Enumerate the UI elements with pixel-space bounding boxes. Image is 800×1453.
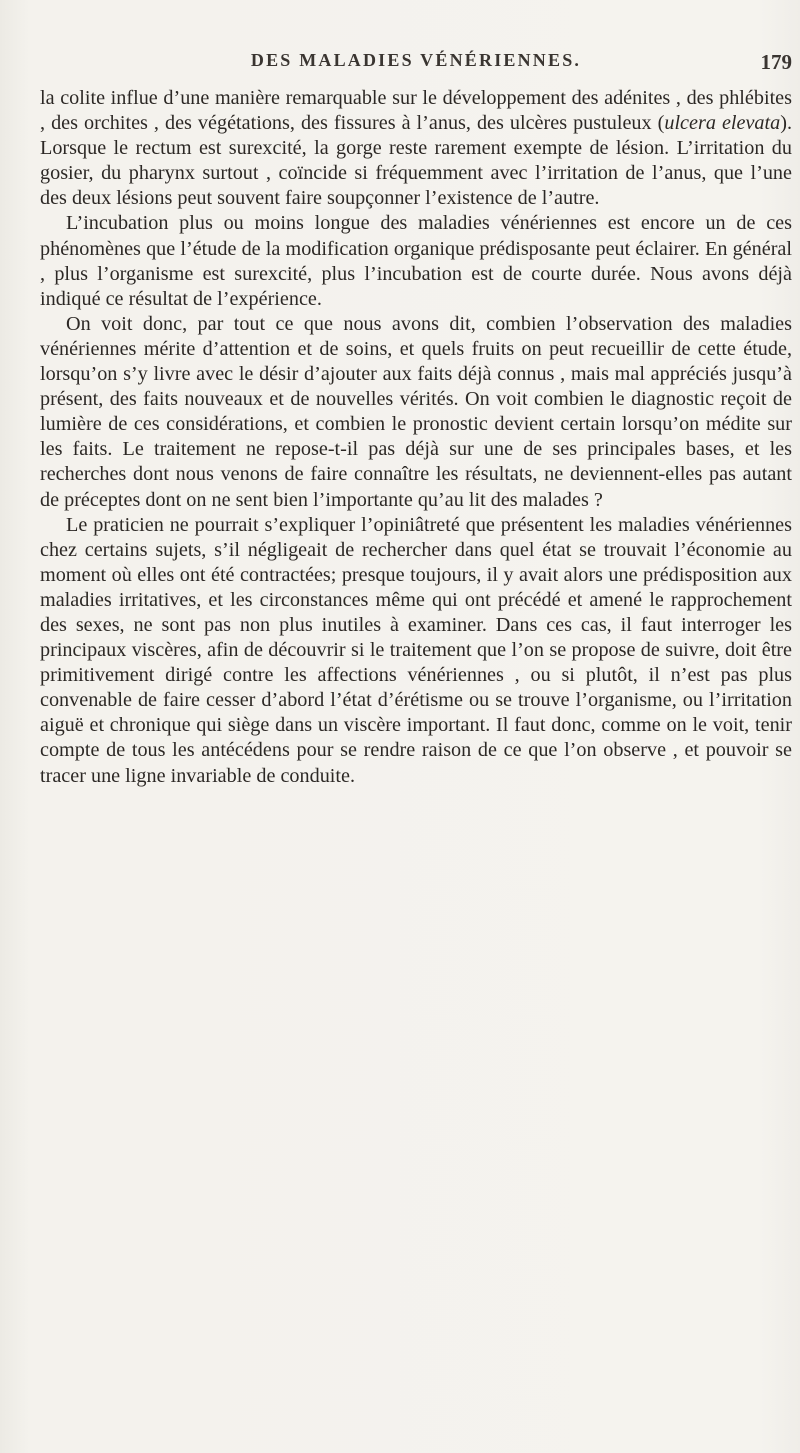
paragraph-1 bbox=[40, 86, 792, 211]
running-title: DES MALADIES VÉNÉRIENNES. bbox=[250, 50, 582, 70]
paragraph-2: L’incubation plus ou moins longue des maladies vénériennes est encore un de ces phénomènes que l’étude de la modification organique prédisposante peut éclairer. En général , plus l’organisme est surexcité, plus l’incubation est de courte durée. Nous avons déjà indiqué ce résultat de l’expérience. bbox=[40, 212, 792, 310]
paragraph-1-before: la colite influe d’une manière remarquable sur le développement des adénites , des phlébites , des orchites , des végétations, des fissures à l’anus, des ulcères pustuleux ( bbox=[40, 87, 792, 135]
paragraph-1-after: ). Lorsque le rectum est surexcité, la gorge reste rarement exempte de lésion. L’irritation du gosier, du pharynx surtout , coïncide si fréquemment avec l’irritation de l’anus, que l’une des deux lésions peut souvent faire soupçonner l’existence de l’autre. bbox=[40, 112, 793, 210]
page-number: 179 bbox=[760, 50, 792, 74]
body-text bbox=[40, 86, 792, 789]
latin-term: ulcera elevata bbox=[664, 112, 781, 135]
paragraph-3: On voit donc, par tout ce que nous avons dit, combien l’observation des maladies vénériennes mérite d’attention et de soins, et quels fruits on peut recueillir de cette étude, lorsqu’on s’y livre avec le désir d’ajouter aux faits déjà connus , mais mal appréciés jusqu’à présent, des faits nouveaux et de nouvelles vérités. On voit combien le diagnostic reçoit de lumière de ces considérations, et combien le pronostic devient certain lorsqu’on médite sur les faits. Le traitement ne repose-t-il pas déjà sur une de ses principales bases, et les recherches dont nous venons de faire connaître les résultats, ne deviennent-elles pas autant de préceptes dont on ne sent bien l’importante qu’au lit des malades ? bbox=[40, 312, 792, 511]
paragraph-4: Le praticien ne pourrait s’expliquer l’opiniâtreté que présentent les maladies vénériennes chez certains sujets, s’il négligeait de rechercher dans quel état se trouvait l’économie au moment où elles ont été contractées; presque toujours, il y avait alors une prédisposition aux maladies irritatives, et les circonstances même qui ont précédé et amené le rapprochement des sexes, ne sont pas non plus inutiles à examiner. Dans ces cas, il faut interroger les principaux viscères, afin de découvrir si le traitement que l’on se propose de suivre, doit être primitivement dirigé contre les affections vénériennes , ou si plutôt, il n’est pas plus convenable de faire cesser d’abord l’état d’érétisme ou se trouve l’organisme, ou l’irritation aiguë et chronique qui siège dans un viscère important. Il faut donc, comme on le voit, tenir compte de tous les antécédens pour se rendre raison de ce que l’on observe , et pouvoir se tracer une ligne invariable de conduite. bbox=[40, 513, 792, 787]
running-head bbox=[40, 50, 792, 86]
